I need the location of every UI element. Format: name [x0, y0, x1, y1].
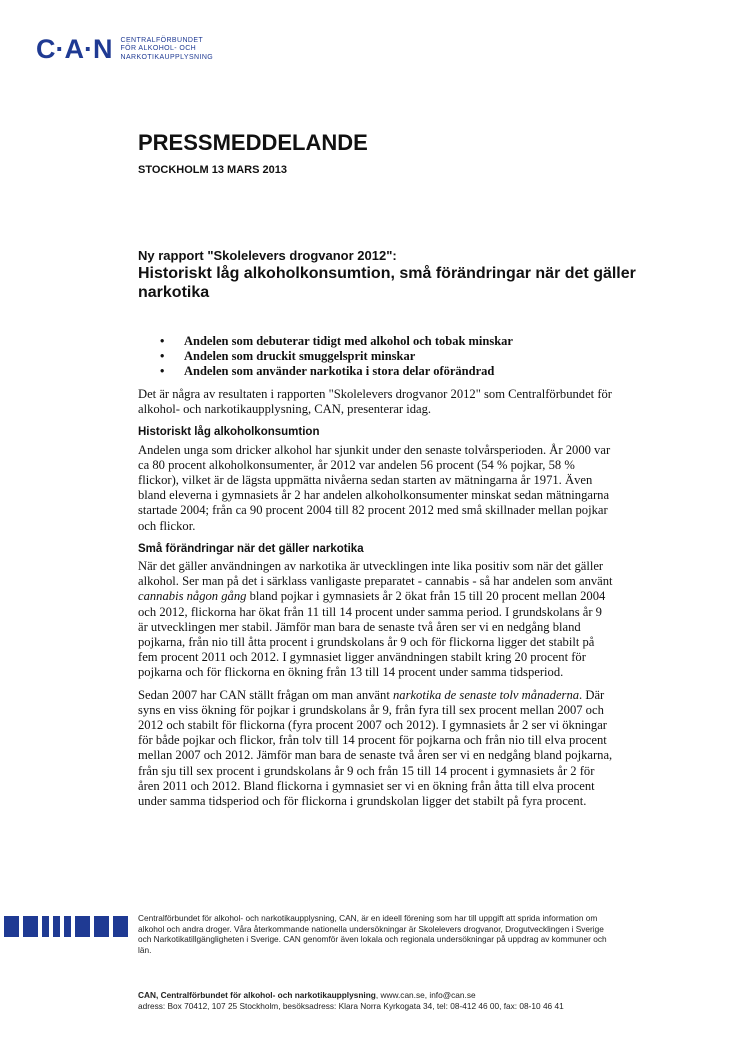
text-run: Sedan 2007 har CAN ställt frågan om man använt	[138, 687, 393, 702]
address-line: adress: Box 70412, 107 25 Stockholm, besöksadress: Klara Norra Kyrkogata 34, tel: 08-412 46 00, fax: 08-10 46 41	[138, 1000, 564, 1011]
footer-contact	[138, 990, 658, 1012]
logo-mark: C·A·N	[36, 34, 113, 64]
article-headline: Historiskt låg alkoholkonsumtion, små förändringar när det gäller narkotika	[138, 265, 636, 301]
bullet-text: Andelen som druckit smuggelsprit minskar	[184, 349, 416, 363]
bullet-list	[138, 334, 618, 379]
section-heading-narcotics: Små förändringar när det gäller narkotika	[138, 542, 364, 555]
dateline: STOCKHOLM 13 MARS 2013	[138, 164, 287, 176]
logo-line: NARKOTIKAUPPLYSNING	[120, 53, 214, 61]
can-logo	[36, 36, 213, 63]
logo-text	[120, 37, 213, 63]
article-body	[138, 387, 614, 816]
bullet-item	[138, 364, 618, 379]
narcotics-paragraph-2	[138, 688, 614, 810]
bullet-item	[138, 334, 618, 349]
contact-line	[138, 990, 658, 1001]
org-name: CAN, Centralförbundet för alkohol- och narkotikaupplysning	[138, 990, 376, 1000]
bullet-dot-icon: •	[160, 349, 165, 363]
bullet-dot-icon: •	[160, 334, 165, 348]
stripe	[53, 916, 60, 937]
text-run: bland pojkar i gymnasiets år 2 ökat från 15 till 20 procent mellan 2004 och 2012, flickorna har ökat från 11 till 14 procent under samma period. I grundskolans år 9 är utvecklingen mer stabil. Jämför man bara de senaste två åren ser vi en nedgång bland pojkarna, från nio till åtta procent i grundskolans år 9 och för flickorna ligger det stabilt på fem procent 2011 och 2012. I gymnasiet ligger användningen stabilt kring 20 procent för pojkarna och för flickorna en ökning från 13 till 14 procent under samma tidsperiod.	[138, 589, 606, 680]
bullet-dot-icon: •	[160, 364, 165, 378]
alcohol-paragraph: Andelen unga som dricker alkohol har sjunkit under den senaste tolvårsperioden. År 2000 var ca 80 procent alkoholkonsumenter, år 2012 var andelen 56 procent (54 % pojkar, 58 % flickor), vilket är de lägsta uppmätta nivåerna sedan starten av mätningarna år 1971. Även bland eleverna i gymnasiets år 2 har andelen alkoholkonsumenter minskat sedan mätningarna startade 2004; från ca 90 procent 2004 till 82 procent 2012 med små skillnader mellan pojkar och flickor.	[138, 442, 611, 533]
bullet-text: Andelen som debuterar tidigt med alkohol och tobak minskar	[184, 334, 513, 348]
logo-line: FÖR ALKOHOL- OCH	[120, 45, 197, 53]
article-kicker: Ny rapport "Skolelevers drogvanor 2012":	[138, 248, 397, 263]
page-title: PRESSMEDDELANDE	[138, 130, 368, 155]
org-web: , www.can.se, info@can.se	[375, 990, 476, 1000]
emphasis: narkotika de senaste tolv månaderna	[392, 687, 580, 702]
stripe	[64, 916, 71, 937]
stripe	[113, 916, 128, 937]
bullet-text: Andelen som använder narkotika i stora delar oförändrad	[184, 364, 495, 378]
brand-stripes-decoration	[4, 916, 132, 937]
stripe	[42, 916, 49, 937]
narcotics-paragraph-1	[138, 559, 614, 681]
stripe	[4, 916, 19, 937]
emphasis: cannabis någon gång	[138, 589, 247, 604]
stripe	[75, 916, 90, 937]
logo-line: CENTRALFÖRBUNDET	[120, 36, 204, 44]
intro-paragraph: Det är några av resultaten i rapporten "Skolelevers drogvanor 2012" som Centralförbundet för alkohol- och narkotikaupplysning, CAN, presenterar idag.	[138, 387, 612, 417]
stripe	[23, 916, 38, 937]
text-run: När det gäller användningen av narkotika är utvecklingen inte lika positiv som när det gäller alkohol. Ser man på det i särklass vanligaste preparatet - cannabis - så har andelen som använt	[138, 559, 613, 589]
bullet-item	[138, 349, 618, 364]
footer-description: Centralförbundet för alkohol- och narkotikaupplysning, CAN, är en ideell förening som har till uppgift att sprida information om alkohol och andra droger. Våra återkommande nationella undersökningar är Skolelevers drogvanor, Drogutvecklingen i Sverige och Narkotikatillgängligheten i Sverige. CAN genomför även lokala och regionala undersökningar på uppdrag av kommuner och län.	[138, 913, 607, 955]
section-heading-alcohol: Historiskt låg alkoholkonsumtion	[138, 426, 320, 439]
text-run: . Där syns en viss ökning för pojkar i grundskolans år 9, från fyra till sex procent mellan 2007 och 2012 och stabilt för flickorna (fyra procent 2007 och 2012). I gymnasiets år 2 ser vi ökningar för både pojkar och flickor, från tolv till 14 procent för pojkarna och från nio till elva procent mellan 2007 och 2012. Jämför man bara de senaste två åren ser vi en nedgång bland pojkarna, från sju till sex procent i grundskolans år 9 och från 15 till 14 procent i gymnasiets år 2 för åren 2011 och 2012. Bland flickorna i gymnasiet ser vi en ökning från åtta till elva procent under samma tidsperiod och för flickorna i grundskolan ligger det stabilt på fyra procent.	[138, 687, 613, 809]
stripe	[94, 916, 109, 937]
